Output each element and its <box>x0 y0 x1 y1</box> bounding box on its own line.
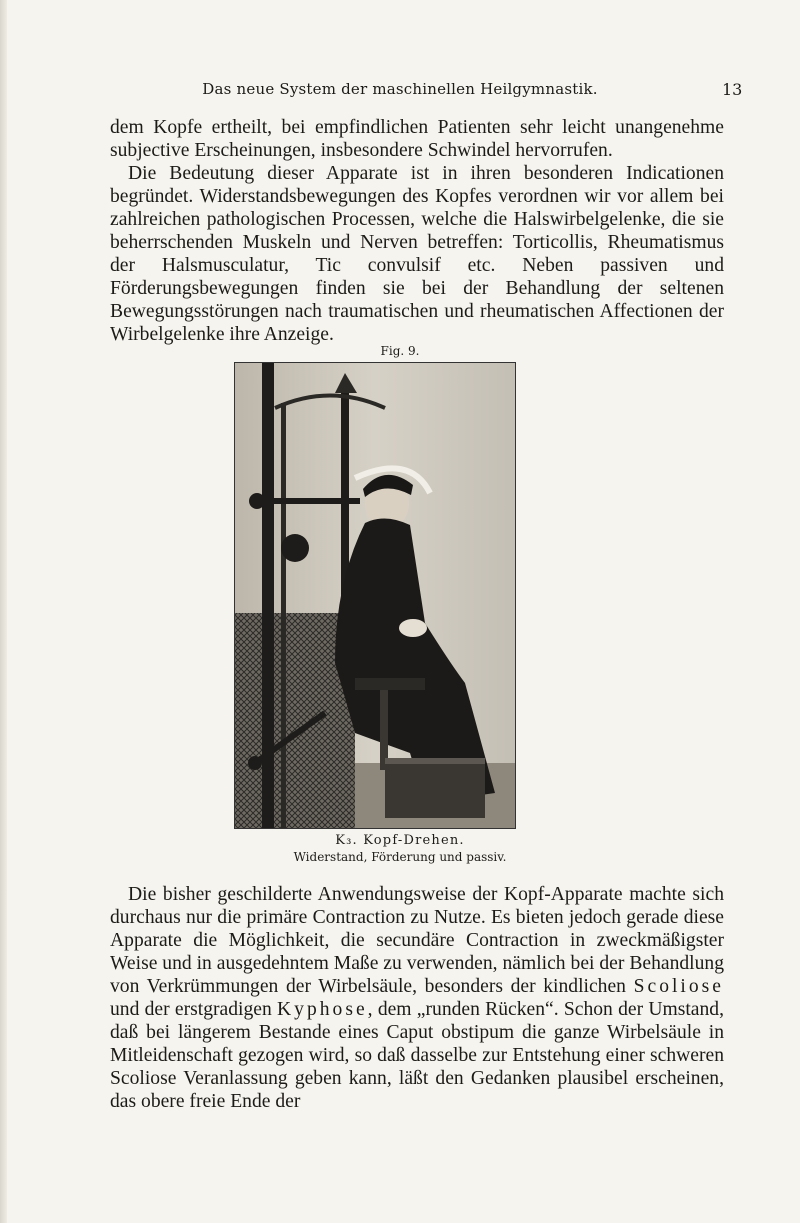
emphasis-scoliose: Scoliose <box>633 976 724 997</box>
figure-caption-title: K₃. Kopf-Drehen. <box>335 833 465 848</box>
page-edge <box>0 0 7 1223</box>
text-run: und der erstgradigen <box>110 999 277 1020</box>
paragraph-continuation: dem Kopfe ertheilt, bei empfindlichen Patienten sehr leicht unangenehme subjective Erscheinungen, insbesondere Schwindel hervorrufen. <box>110 117 724 161</box>
top-text-block <box>110 116 724 346</box>
stool-seat <box>355 678 425 690</box>
figure-caption-subtitle: Widerstand, Förderung und passiv. <box>293 850 507 864</box>
apparatus-wheel <box>281 534 309 562</box>
apparatus-photo-illustration <box>235 363 515 828</box>
emphasis-kyphose: Kyphose <box>277 999 368 1020</box>
bottom-text-block <box>110 883 724 1113</box>
text-run: Die bisher geschilderte Anwendungsweise der Kopf-Apparate machte sich durchaus nur die primäre Contraction zu Nutze. Es bieten jedoch gerade diese Apparate die Möglichkeit, die secundäre Contraction in zweckmäßigster Weise und in ausgedehntem Maße zu verwenden, nämlich bei der Behandlung von Verkrümmungen der Wirbelsäule, besonders der kindlichen <box>110 884 724 997</box>
figure-label: Fig. 9. <box>380 344 420 358</box>
page-number: 13 <box>722 80 743 99</box>
running-head: Das neue System der maschinellen Heilgymnastik. <box>202 80 598 98</box>
paragraph-secondary-contraction <box>110 883 724 1113</box>
paragraph-indications: Die Bedeutung dieser Apparate ist in ihren besonderen Indicationen begründet. Widerstandsbewegungen des Kopfes verordnen wir vor allem bei zahlreichen pathologischen Processen, welche die Halswirbelgelenke, die sie beherrschenden Muskeln und Nerven betreffen: Torticollis, Rheumatismus der Halsmusculatur, Tic convulsif etc. Neben passiven und Förderungsbewegungen finden sie bei der Behandlung der seltenen Bewegungsstörungen nach traumatischen und rheumatischen Affectionen der Wirbelgelenke ihre Anzeige. <box>110 163 724 345</box>
foot-box <box>385 758 485 818</box>
text-run: , dem „runden Rücken“. Schon der Umstand, daß bei längerem Bestande eines Caput obstipum die ganze Wirbelsäule in Mitleidenschaft gezogen wird, so daß dasselbe zur Entstehung einer schweren Scoliose Veranlassung geben kann, läßt den Gedanken plausibel erscheinen, das obere freie Ende der <box>110 999 724 1112</box>
figure-photograph <box>234 362 516 829</box>
